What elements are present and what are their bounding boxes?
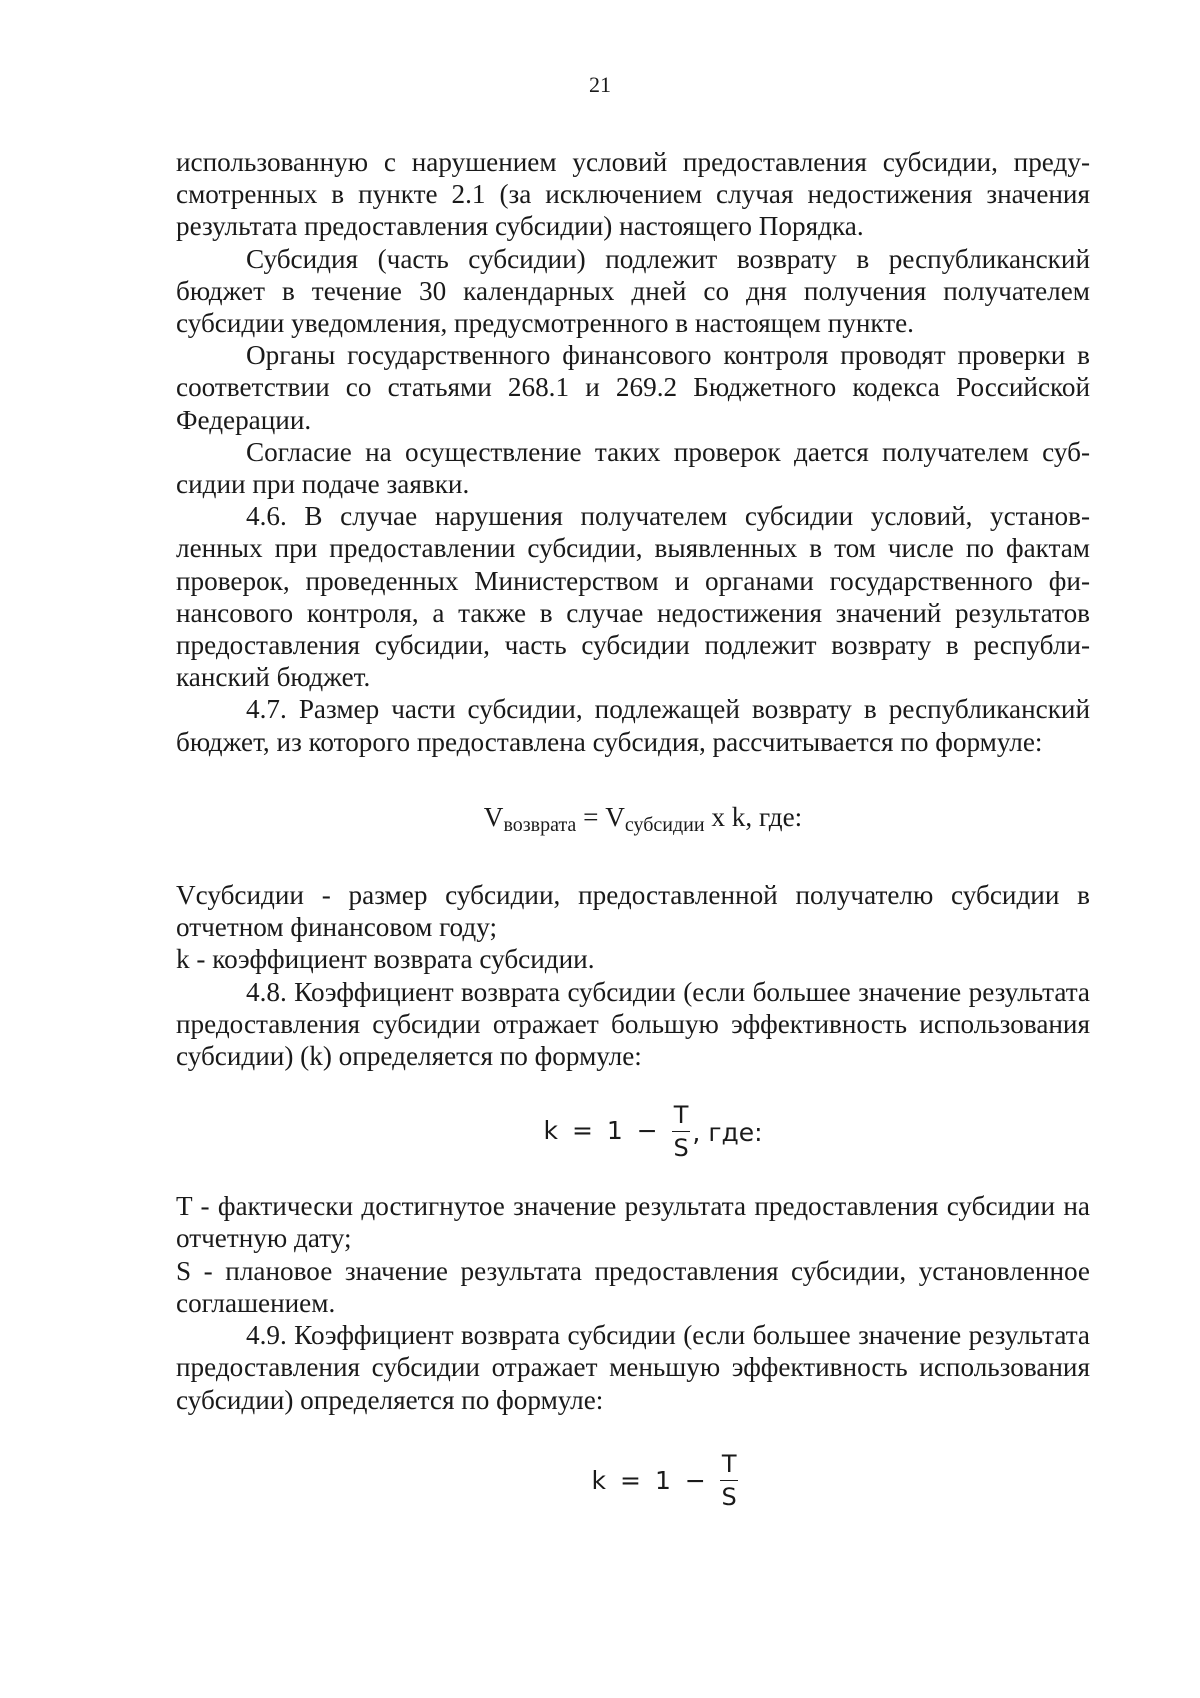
paragraph-continuation: использованную с нарушением условий предоставления субсидии, предусмотренных в пункте 2.1 (за исключением случая недостижения значения результата предоставления субсидии) настоящего Порядка. (176, 147, 1090, 242)
formula-one: 1 (606, 1116, 623, 1146)
definition-s: S - плановое значение результата предоставления субсидии, установленное соглашением. (176, 1255, 1090, 1318)
paragraph-control-bodies: Органы государственного финансового контроля проводят проверки в соответствии со статьями 268.1 и 269.2 Бюджетного кодекса Российской Федерации. (176, 340, 1090, 435)
paragraph-consent: Согласие на осуществление таких проверок дается получателем субсидии при подаче заявки. (176, 436, 1090, 500)
fraction-denominator: S (721, 1483, 737, 1512)
formula-sub-return: возврата (503, 813, 577, 836)
fraction-numerator: T (720, 1450, 739, 1481)
formula-eq: = (620, 1465, 641, 1495)
formula-coefficient-2 (176, 1444, 1090, 1518)
formula-equals: = (576, 801, 606, 832)
fraction-numerator: T (672, 1101, 691, 1132)
paragraph-4-7: 4.7. Размер части субсидии, подлежащей возврату в республиканский бюджет, из которого предоставлена субсидия, рассчитывается по формуле: (176, 694, 1090, 757)
page-number: 21 (589, 72, 611, 97)
formula-coefficient-1 (176, 1094, 1090, 1168)
formula-sub-subsidy: субсидии (624, 813, 705, 836)
formula-suffix: , где: (692, 1118, 763, 1148)
formula-coefficient-1-math (543, 1101, 690, 1162)
definition-v-subsidy: Vсубсидии - размер субсидии, предоставленной получателю субсидии в отчетном финансовом году; (176, 880, 1090, 943)
formula-minus: − (636, 1116, 658, 1146)
formula-return-volume (176, 801, 1090, 841)
formula-k: k (543, 1116, 558, 1146)
document-body (176, 146, 1090, 1518)
formula-coefficient-2-math (592, 1450, 739, 1511)
fraction-denominator: S (673, 1133, 689, 1162)
formula-v-return: V (483, 801, 504, 832)
definition-t: T - фактически достигнутое значение результата предоставления субсидии на отчетную дату; (176, 1191, 1090, 1254)
formula-fraction (720, 1450, 739, 1511)
paragraph-subsidy-return: Субсидия (часть субсидии) подлежит возврату в республиканский бюджет в течение 30 календарных дней со дня получения получателем субсидии уведомления, предусмотренного в настоящем пункте. (176, 243, 1090, 339)
paragraph-4-9: 4.9. Коэффициент возврата субсидии (если большее значение результата предоставления субсидии отражает меньшую эффективность использования субсидии) определяется по формуле: (176, 1320, 1090, 1415)
formula-minus: − (684, 1465, 706, 1495)
formula-fraction (672, 1101, 691, 1162)
formula-rest: x k, где: (704, 801, 803, 832)
formula-one: 1 (654, 1465, 671, 1495)
definition-k: k - коэффициент возврата субсидии. (176, 944, 595, 975)
formula-eq: = (571, 1116, 593, 1146)
formula-k: k (591, 1465, 606, 1495)
paragraph-4-8: 4.8. Коэффициент возврата субсидии (если большее значение результата предоставления субсидии отражает большую эффективность использования субсидии) (k) определяется по формуле: (176, 976, 1090, 1072)
formula-v-subsidy: V (605, 801, 625, 832)
paragraph-4-6: 4.6. В случае нарушения получателем субсидии условий, установленных при предоставлении субсидии, выявленных в том числе по фактам проверок, проведенных Министерством и органами государственного финансового контроля, а также в случае недостижения значений результатов предоставления субсидии, часть субсидии подлежит возврату в республиканский бюджет. (176, 501, 1090, 693)
